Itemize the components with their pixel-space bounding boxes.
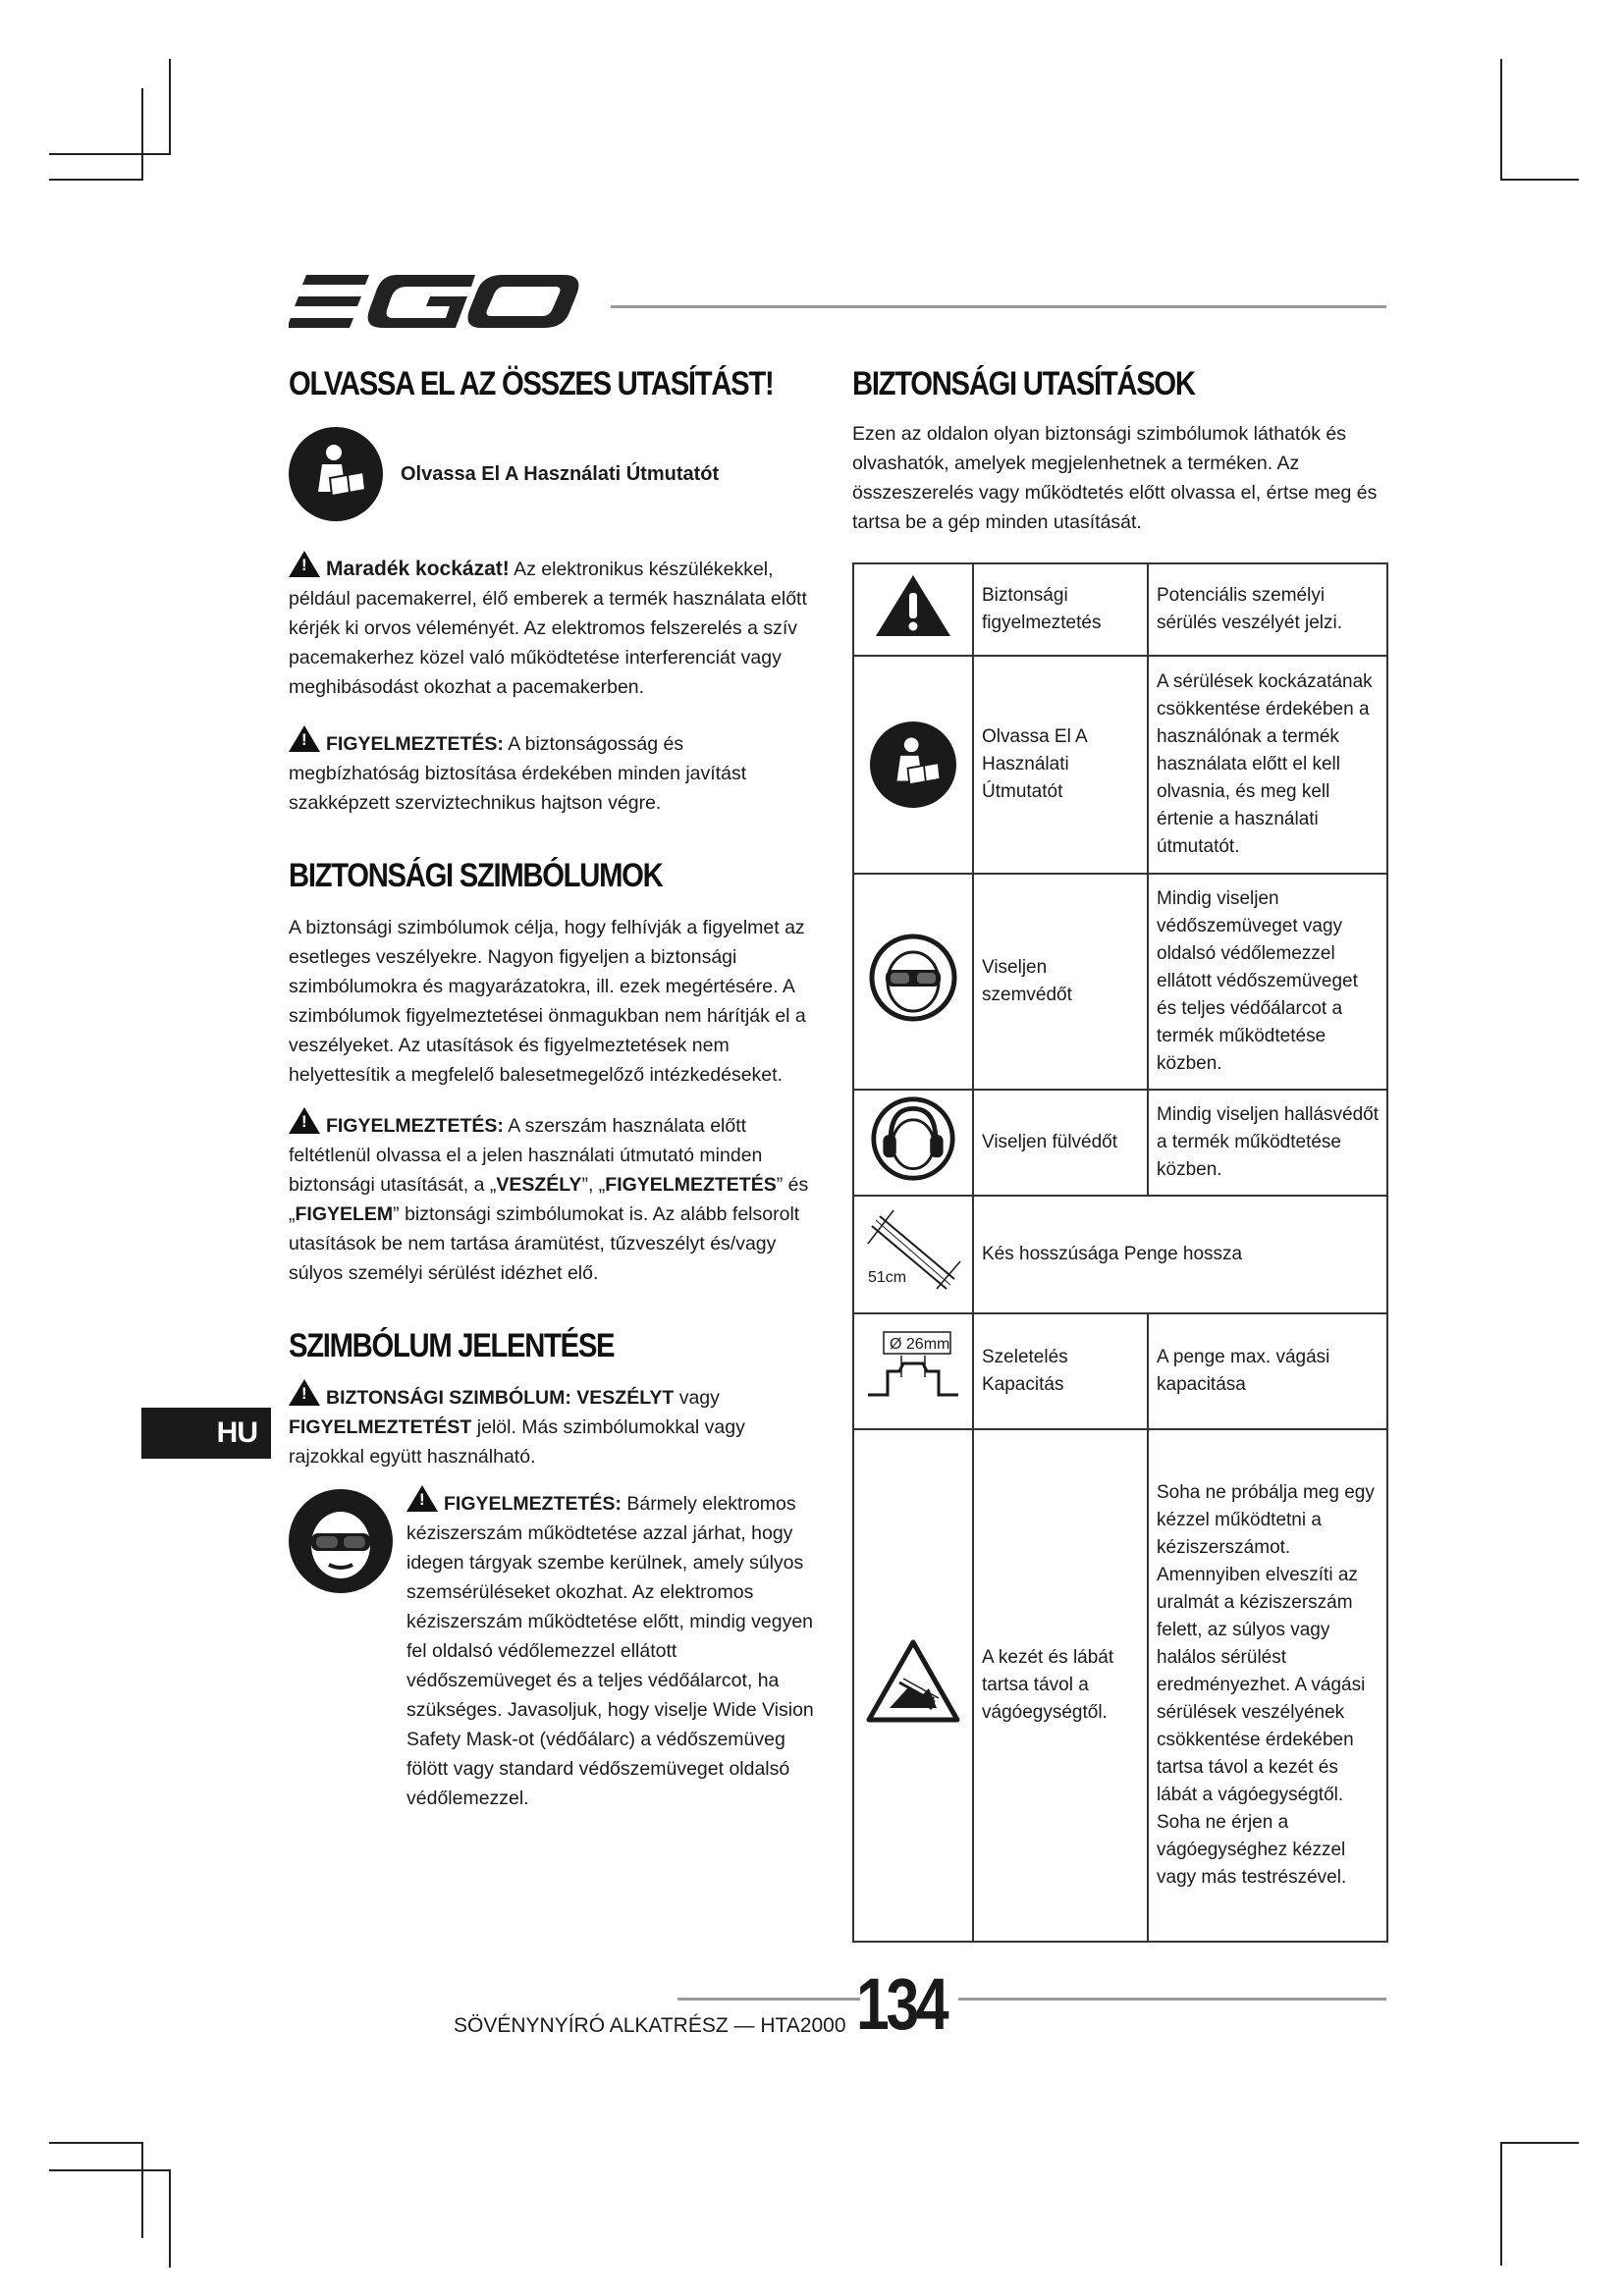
symbol-description: Mindig viseljen védőszemüveget vagy oldalsó védőlemezzel ellátott védőszemüveget és teljes védőálarcot a termék működtetése közben. <box>1148 874 1387 1090</box>
crop-mark <box>1500 179 1579 181</box>
safety-goggles-icon <box>868 933 958 1023</box>
language-tab: HU <box>141 1408 271 1459</box>
read-manual-line <box>289 427 819 521</box>
warning-triangle-icon <box>289 1107 320 1134</box>
header-rule <box>611 305 1386 308</box>
symbol-name: Viseljen fülvédőt <box>973 1090 1148 1196</box>
left-column <box>289 365 819 1813</box>
table-row <box>853 874 1387 1090</box>
crop-mark <box>49 153 171 155</box>
crop-mark <box>141 2142 143 2238</box>
symbol-description: A penge max. vágási kapacitása <box>1148 1313 1387 1429</box>
safety-instructions-intro: Ezen az oldalon olyan biztonsági szimbólumok láthatók és olvashatók, amelyek megjelenhetnek a terméken. Az összeszerelés vagy működtetés előtt olvassa el, értse meg és tartsa be a gép minden utasítását. <box>852 423 1378 533</box>
safety-symbols-paragraph: A biztonsági szimbólumok célja, hogy felhívják a figyelmet az esetleges veszélyekre. Nagyon figyeljen a biztonsági szimbólumokra és magyarázatokra, ill. ezek megértésére. A szimbólumok figyelmeztetései önmagukban nem hárítják el a veszélyeket. Az utasítások és figyelmeztetések nem helyettesítik a megfelelő balesetmegelőző intézkedéseket. <box>289 917 806 1086</box>
footer-title: SÖVÉNYNYÍRÓ ALKATRÉSZ — HTA2000 <box>454 2014 846 2037</box>
symbol-name: A kezét és lábát tartsa távol a vágóegységtől. <box>973 1429 1148 1942</box>
safety-symbol-paragraph: !BIZTONSÁGI SZIMBÓLUM: VESZÉLYT vagy FIGYELMEZTETÉST jelöl. Más szimbólumokkal vagy rajzokkal együtt használható. <box>289 1379 819 1471</box>
crop-mark <box>49 2142 143 2144</box>
symbol-name: Szeletelés Kapacitás <box>973 1313 1148 1429</box>
heading-read-all: OLVASSA EL AZ ÖSSZES UTASÍTÁST! <box>289 365 774 402</box>
read-manual-icon <box>870 721 956 808</box>
table-row <box>853 1090 1387 1196</box>
warning-triangle-icon <box>289 1379 320 1406</box>
read-manual-icon <box>289 427 383 521</box>
crop-mark <box>141 88 143 179</box>
crop-mark <box>49 2169 171 2171</box>
crop-mark <box>1500 2142 1579 2144</box>
symbol-description: Potenciális személyi sérülés veszélyét jelzi. <box>1148 563 1387 656</box>
table-row <box>853 1313 1387 1429</box>
symbol-description: A sérülések kockázatának csökkentése érdekében a használónak a termék használata előtt el kell olvasnia, és meg kell értenie a használati útmutatót. <box>1148 656 1387 874</box>
hand-cutting-hazard-icon <box>866 1639 960 1724</box>
warning-triangle-icon <box>289 551 320 577</box>
symbol-name: Kés hosszúsága Penge hossza <box>973 1196 1387 1313</box>
blade-length-icon <box>864 1206 962 1295</box>
page-number: 134 <box>856 1963 947 2045</box>
crop-mark <box>1500 59 1502 181</box>
footer-rule <box>677 1998 860 2001</box>
ear-protection-icon <box>870 1095 956 1182</box>
table-row <box>853 656 1387 874</box>
crop-mark <box>1500 2142 1502 2266</box>
crop-mark <box>49 179 143 181</box>
symbol-description: Mindig viseljen hallásvédőt a termék működtetése közben. <box>1148 1090 1387 1196</box>
symbol-name: Olvassa El A Használati Útmutatót <box>973 656 1148 874</box>
symbol-name: Biztonsági figyelmeztetés <box>973 563 1148 656</box>
read-instructions-warning: !FIGYELMEZTETÉS: A szerszám használata előtt feltétlenül olvassa el a jelen használati útmutató minden biztonsági utasítását, a „VESZÉLY”, „FIGYELMEZTETÉS” és „FIGYELEM” biztonsági szimbólumokat is. Az alább felsorolt utasítások be nem tartása áramütést, tűzveszélyt és/vagy súlyos személyi sérülést idézhet elő. <box>289 1107 819 1288</box>
eye-protection-block <box>289 1485 819 1813</box>
right-column <box>852 365 1388 1943</box>
cutting-capacity-value: Ø 26mm <box>890 1335 950 1353</box>
eye-protection-paragraph: !FIGYELMEZTETÉS: Bármely elektromos kéziszerszám működtetése azzal járhat, hogy idegen tárgyak szembe kerülnek, amely súlyos szemsérüléseket okozhat. Az elektromos kéziszerszám működtetése előtt, mindig vegyen fel oldalsó védőlemezzel ellátott védőszemüveget és a teljes védőálarcot, ha szükséges. Javasoljuk, hogy viselje Wide Vision Safety Mask-ot (védőálarc) a védőszemüveg fölött vagy standard védőszemüveget oldalsó védőlemezzel. <box>406 1485 819 1813</box>
footer-rule <box>958 1998 1386 2001</box>
symbol-name: Viseljen szemvédőt <box>973 874 1148 1090</box>
residual-risk-paragraph: !Maradék kockázat! Az elektronikus készülékekkel, például pacemakerrel, élő emberek a termék használata előtt kérjék ki orvos véleményét. Az elektromos felszerelés a szív pacemakerhez közel való működtetése interferenciát vagy meghibásodást okozhat a pacemakerben. <box>289 551 819 702</box>
crop-mark <box>169 2169 171 2268</box>
service-warning-paragraph: !FIGYELMEZTETÉS: A biztonságosság és megbízhatóság biztosítása érdekében minden javítást szakképzett szerviztechnikus hajtson végre. <box>289 725 819 818</box>
blade-length-value: 51cm <box>868 1268 907 1286</box>
heading-safety-symbols: BIZTONSÁGI SZIMBÓLUMOK <box>289 857 663 894</box>
warning-triangle-icon <box>289 725 320 752</box>
symbol-table <box>852 562 1388 1943</box>
ego-logo <box>289 267 583 336</box>
symbol-description: Soha ne próbálja meg egy kézzel működtetni a kéziszerszámot. Amennyiben elveszíti az uralmát a kéziszerszám felett, az súlyos vagy halálos sérülést eredményezhet. A vágási sérülések veszélyének csökkentése érdekében tartsa távol a kezét és lábát a vágóegységtől. Soha ne érjen a vágóegységhez kézzel vagy más testrészével. <box>1148 1429 1387 1942</box>
heading-symbol-meaning: SZIMBÓLUM JELENTÉSE <box>289 1327 615 1364</box>
crop-mark <box>169 59 171 155</box>
heading-safety-instructions: BIZTONSÁGI UTASÍTÁSOK <box>852 365 1195 402</box>
table-row <box>853 563 1387 656</box>
read-manual-text: Olvassa El A Használati Útmutatót <box>401 462 720 485</box>
warning-triangle-icon <box>874 573 952 638</box>
cutting-capacity-icon <box>864 1328 962 1407</box>
warning-triangle-icon <box>406 1485 438 1512</box>
table-row <box>853 1196 1387 1313</box>
safety-goggles-icon <box>289 1489 393 1593</box>
table-row <box>853 1429 1387 1942</box>
